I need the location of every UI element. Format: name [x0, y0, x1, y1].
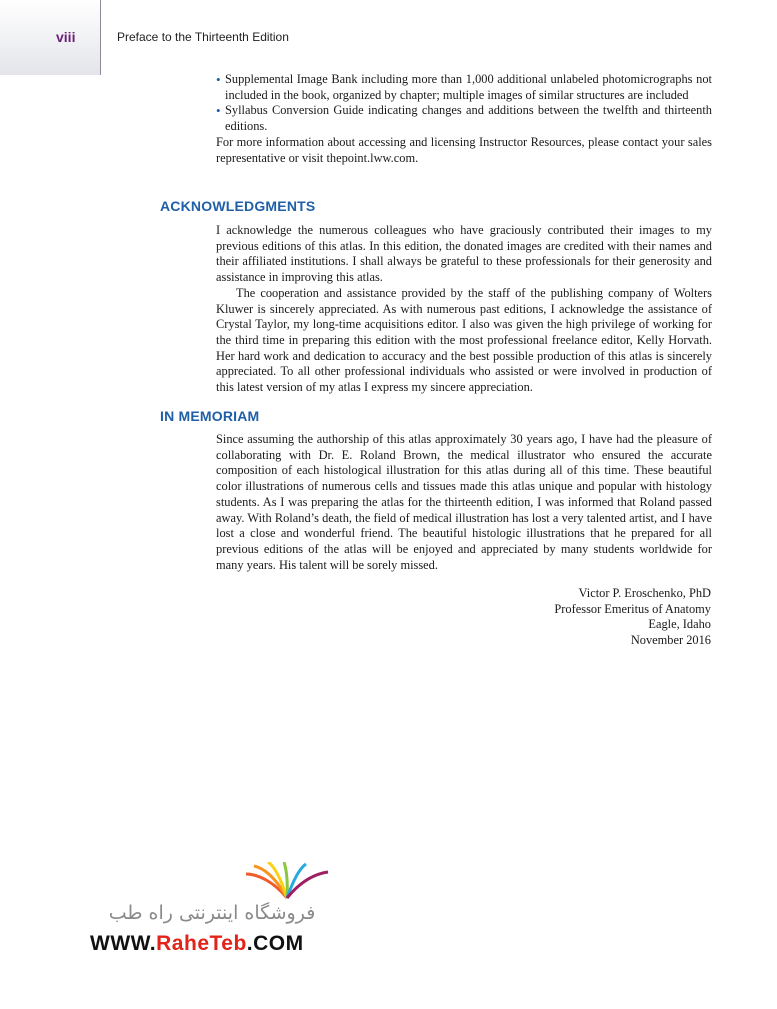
acknowledgments-heading: ACKNOWLEDGMENTS	[160, 198, 316, 214]
list-item	[216, 103, 712, 134]
signature-block	[554, 586, 711, 649]
acknowledgments-paragraph: The cooperation and assistance provided by the staff of the publishing company of Wolters Kluwer is sincerely appreciated. As with numerous past editions, I acknowledge the assistance of Crystal Taylor, my long-time acquisitions editor. I also was given the high privilege of working for the third time in preparing this edition with the most professional freelance editor, Kelly Horvath. Her hard work and dedication to accuracy and the best possible production of this atlas is sincerely appreciated. To all other professional individuals who assisted or were involved in production of this latest version of my atlas I express my sincere appreciation.	[216, 285, 712, 395]
url-prefix: WWW.	[90, 932, 157, 955]
memoriam-body	[216, 432, 712, 573]
page-number: viii	[56, 29, 76, 45]
list-item-text: Supplemental Image Bank including more than 1,000 additional unlabeled photomicrographs not included in the book, organized by chapter; multiple images of similar structures are included	[225, 72, 712, 102]
acknowledgments-paragraph: I acknowledge the numerous colleagues who have graciously contributed their images to my previous editions of this atlas. In this edition, the donated images are credited with their names and their affiliated institutions. I shall always be grateful to these professionals for their generosity and assistance in improving this atlas.	[216, 223, 712, 285]
bullet-icon: •	[216, 103, 221, 119]
resource-list	[216, 72, 712, 135]
list-item	[216, 72, 712, 103]
author-title: Professor Emeritus of Anatomy	[554, 601, 711, 616]
memoriam-heading: IN MEMORIAM	[160, 408, 260, 424]
author-location: Eagle, Idaho	[648, 617, 711, 632]
bullet-icon: •	[216, 72, 221, 87]
url-brand: RaheTeb	[156, 932, 247, 955]
contact-paragraph: For more information about accessing and licensing Instructor Resources, please contact your sales representative or visit thepoint.lww.com.	[216, 134, 712, 165]
list-item-text: Syllabus Conversion Guide indicating changes and additions between the twelfth and thirteenth editions.	[225, 103, 712, 134]
memoriam-paragraph: Since assuming the authorship of this atlas approximately 30 years ago, I have had the pleasure of collaborating with Dr. E. Roland Brown, the medical illustrator who ensured the accurate composition of each histological illustration for this atlas during all of this time. These beautiful color illustrations of numerous cells and tissues made this atlas unique and popular with histology students. As I was preparing the atlas for the thirteenth edition, I was informed that Roland passed away. With Roland’s death, the field of medical illustration has lost a very talented artist, and I have lost a close and wonderful friend. The beautiful histologic illustrations that he prepared for all previous editions of the atlas will be enjoyed and appreciated by many students worldwide for many years. His talent will be sorely missed.	[216, 432, 712, 572]
author-name: Victor P. Eroschenko, PhD	[578, 586, 711, 600]
watermark-url	[90, 932, 304, 956]
intro-block	[216, 72, 712, 166]
acknowledgments-body	[216, 223, 712, 396]
header-rule	[100, 0, 101, 75]
signature-date: November 2016	[630, 633, 711, 648]
watermark-persian-text: فروشگاه اینترنتی راه طب	[108, 902, 316, 924]
book-fan-logo-icon	[244, 862, 330, 900]
header-band	[0, 0, 100, 75]
url-suffix: .COM	[246, 932, 304, 955]
running-title: Preface to the Thirteenth Edition	[117, 30, 289, 44]
watermark	[88, 862, 338, 962]
